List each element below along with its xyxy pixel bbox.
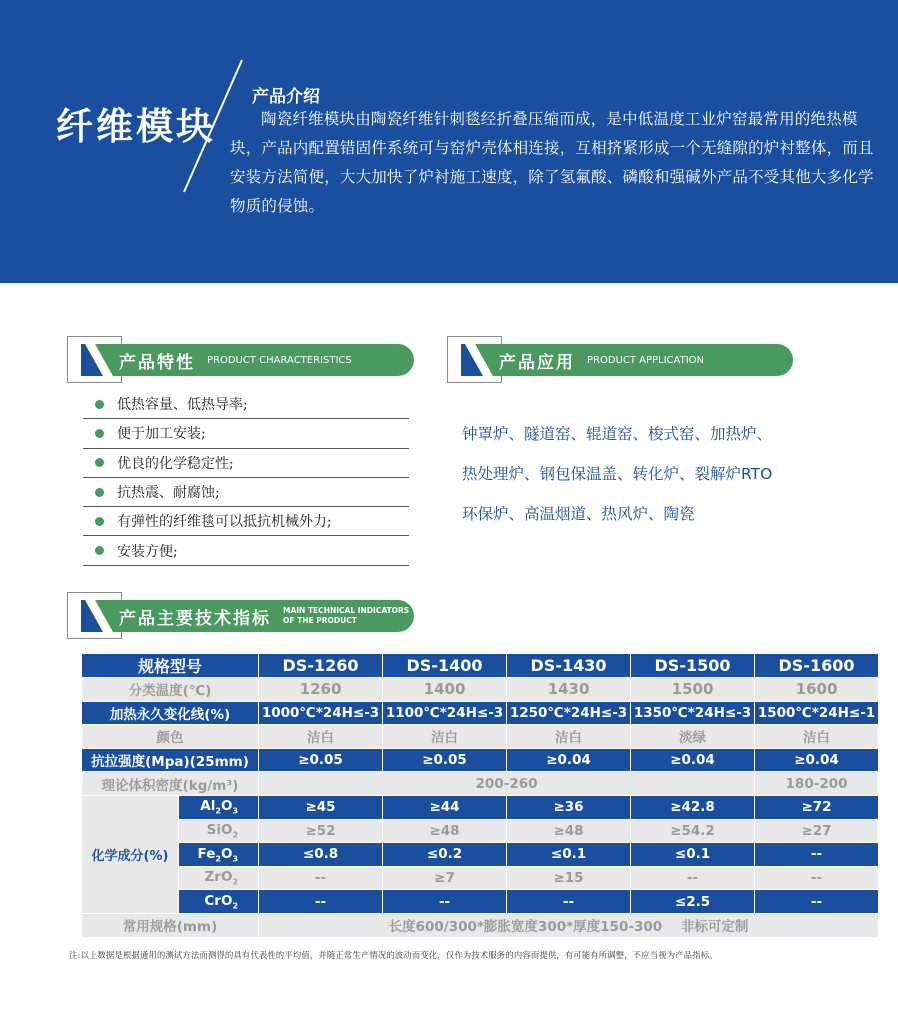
application-title: 产品应用: [499, 352, 575, 373]
table-cell: ≥45: [259, 795, 383, 819]
bullet-icon: [95, 429, 104, 438]
table-cell: 200-260: [259, 772, 755, 796]
table-cell: --: [755, 866, 879, 890]
table-cell: ≥15: [507, 866, 631, 890]
footnote: 注:以上数据是根据通用的测试方法而测得的具有代表性的平均值，并随正常生产情况的波动而变化，仅作为技术服务的内容而提供，有可能有所调整，不应当视为产品指标。: [69, 950, 718, 960]
table-cell: ≥44: [383, 795, 507, 819]
chem-name-sio2: SiO$_2$: [179, 819, 259, 843]
table-cell: ≥72: [755, 795, 879, 819]
table-cell: 1350℃*24H≤-3: [631, 701, 755, 725]
table-row: [82, 843, 879, 867]
table-row: [82, 795, 879, 819]
application-line: 钟罩炉、隧道窑、辊道窑、梭式窑、加热炉、: [462, 425, 773, 443]
row-label: 理论体积密度(kg/m³): [82, 772, 259, 796]
application-line: 热处理炉、钢包保温盖、转化炉、裂解炉RTO: [462, 465, 773, 483]
table-cell: 1100℃*24H≤-3: [383, 701, 507, 725]
chem-group-label: 化学成分(%): [82, 795, 179, 913]
table-cell: 洁白: [259, 725, 383, 749]
table-cell: ≥48: [383, 819, 507, 843]
list-item: 低热容量、低热导率;: [83, 390, 409, 419]
list-item: 有弹性的纤维毯可以抵抗机械外力;: [83, 507, 409, 536]
list-item: 抗热震、耐腐蚀;: [83, 478, 409, 507]
table-cell: --: [259, 866, 383, 890]
table-cell: ≥48: [507, 819, 631, 843]
model-cell: DS-1430: [507, 654, 631, 678]
table-cell: ≥7: [383, 866, 507, 890]
table-cell: ≤0.1: [507, 843, 631, 867]
table-row: [82, 890, 879, 914]
table-cell: ≤0.8: [259, 843, 383, 867]
table-cell: 长度600/300*膨胀宽度300*厚度150-300 非标可定制: [259, 913, 879, 937]
application-list: [462, 424, 882, 544]
table-cell: ≥52: [259, 819, 383, 843]
table-cell: --: [383, 890, 507, 914]
table-cell: 洁白: [755, 725, 879, 749]
table-cell: 1260: [259, 678, 383, 702]
indicators-title-en: MAIN TECHNICAL INDICATORS OF THE PRODUCT: [283, 606, 410, 625]
list-item: 优良的化学稳定性;: [83, 449, 409, 478]
row-label: 常用规格(mm): [82, 913, 259, 937]
table-cell: 洁白: [507, 725, 631, 749]
table-cell: ≥0.05: [383, 748, 507, 772]
bullet-icon: [95, 517, 104, 526]
table-cell: 1500: [631, 678, 755, 702]
application-title-en: PRODUCT APPLICATION: [587, 354, 705, 366]
table-cell: ≤0.1: [631, 843, 755, 867]
table-row: [82, 866, 879, 890]
tab-banner: [81, 600, 414, 632]
table-cell: ≥42.8: [631, 795, 755, 819]
header-banner: [0, 0, 898, 283]
table-row: [82, 913, 879, 937]
page-title: 纤维模块: [56, 105, 216, 148]
indicators-title: 产品主要技术指标: [119, 608, 271, 629]
chem-name-al2o3: $Al_2O_3$: [179, 795, 259, 819]
application-line: 环保炉、高温烟道、热风炉、陶瓷: [462, 505, 695, 523]
tab-wedge-icon: [461, 344, 495, 376]
bullet-icon: [95, 488, 104, 497]
table-row: [82, 701, 879, 725]
tab-wedge-icon: [81, 600, 115, 632]
row-label: 抗拉强度(Mpa)(25mm): [82, 748, 259, 772]
intro-heading: 产品介绍: [252, 87, 320, 107]
table-row: [82, 772, 879, 796]
tab-wedge-icon: [81, 344, 115, 376]
bullet-icon: [95, 546, 104, 555]
bullet-icon: [95, 458, 104, 467]
table-cell: ≥0.04: [631, 748, 755, 772]
list-item: 便于加工安装;: [83, 419, 409, 448]
table-cell: --: [507, 890, 631, 914]
row-label: 颜色: [82, 725, 259, 749]
row-label: 加热永久变化线(%): [82, 701, 259, 725]
table-row: [82, 678, 879, 702]
model-cell: DS-1500: [631, 654, 755, 678]
table-cell: ≥0.04: [755, 748, 879, 772]
row-label: 分类温度(℃): [82, 678, 259, 702]
characteristics-title-en: PRODUCT CHARACTERISTICS: [207, 354, 352, 366]
header-label: 规格型号: [82, 654, 259, 678]
table-cell: --: [631, 866, 755, 890]
table-row-header: [82, 654, 879, 678]
table-cell: ≥54.2: [631, 819, 755, 843]
model-cell: DS-1260: [259, 654, 383, 678]
table-cell: ≤2.5: [631, 890, 755, 914]
chem-name-zro2: ZrO$_2$: [179, 866, 259, 890]
characteristics-list: [83, 390, 409, 566]
spec-table: [81, 653, 879, 938]
model-cell: DS-1600: [755, 654, 879, 678]
table-cell: ≥27: [755, 819, 879, 843]
table-cell: ≤0.2: [383, 843, 507, 867]
characteristics-title: 产品特性: [119, 352, 195, 373]
table-cell: 1250℃*24H≤-3: [507, 701, 631, 725]
model-cell: DS-1400: [383, 654, 507, 678]
chem-name-fe2o3: $Fe_2O_3$: [179, 843, 259, 867]
list-item: 安装方便;: [83, 536, 409, 565]
table-row: [82, 725, 879, 749]
table-cell: 1000℃*24H≤-3: [259, 701, 383, 725]
table-cell: --: [259, 890, 383, 914]
table-cell: ≥0.05: [259, 748, 383, 772]
table-cell: 1400: [383, 678, 507, 702]
table-cell: --: [755, 890, 879, 914]
intro-paragraph: 陶瓷纤维模块由陶瓷纤维针刺毯经折叠压缩而成，是中低温度工业炉窑最常用的绝热模块，产品内配置错固件系统可与窑炉壳体相连接，互相挤紧形成一个无缝隙的炉衬整体，而且安装方法简便，大大加快了炉衬施工速度，除了氢氟酸、磷酸和强碱外产品不受其他大多化学物质的侵蚀。: [230, 110, 874, 215]
table-cell: 淡绿: [631, 725, 755, 749]
table-cell: 1430: [507, 678, 631, 702]
tab-banner: [461, 344, 793, 376]
table-cell: 洁白: [383, 725, 507, 749]
table-cell: 180-200: [755, 772, 879, 796]
table-row: [82, 748, 879, 772]
table-cell: ≥0.04: [507, 748, 631, 772]
chem-name-cro2: CrO$_2$: [179, 890, 259, 914]
table-cell: 1500℃*24H≤-1: [755, 701, 879, 725]
table-row: [82, 819, 879, 843]
table-cell: --: [755, 843, 879, 867]
table-cell: 1600: [755, 678, 879, 702]
tab-banner: [81, 344, 414, 376]
table-cell: ≥36: [507, 795, 631, 819]
bullet-icon: [95, 400, 104, 409]
